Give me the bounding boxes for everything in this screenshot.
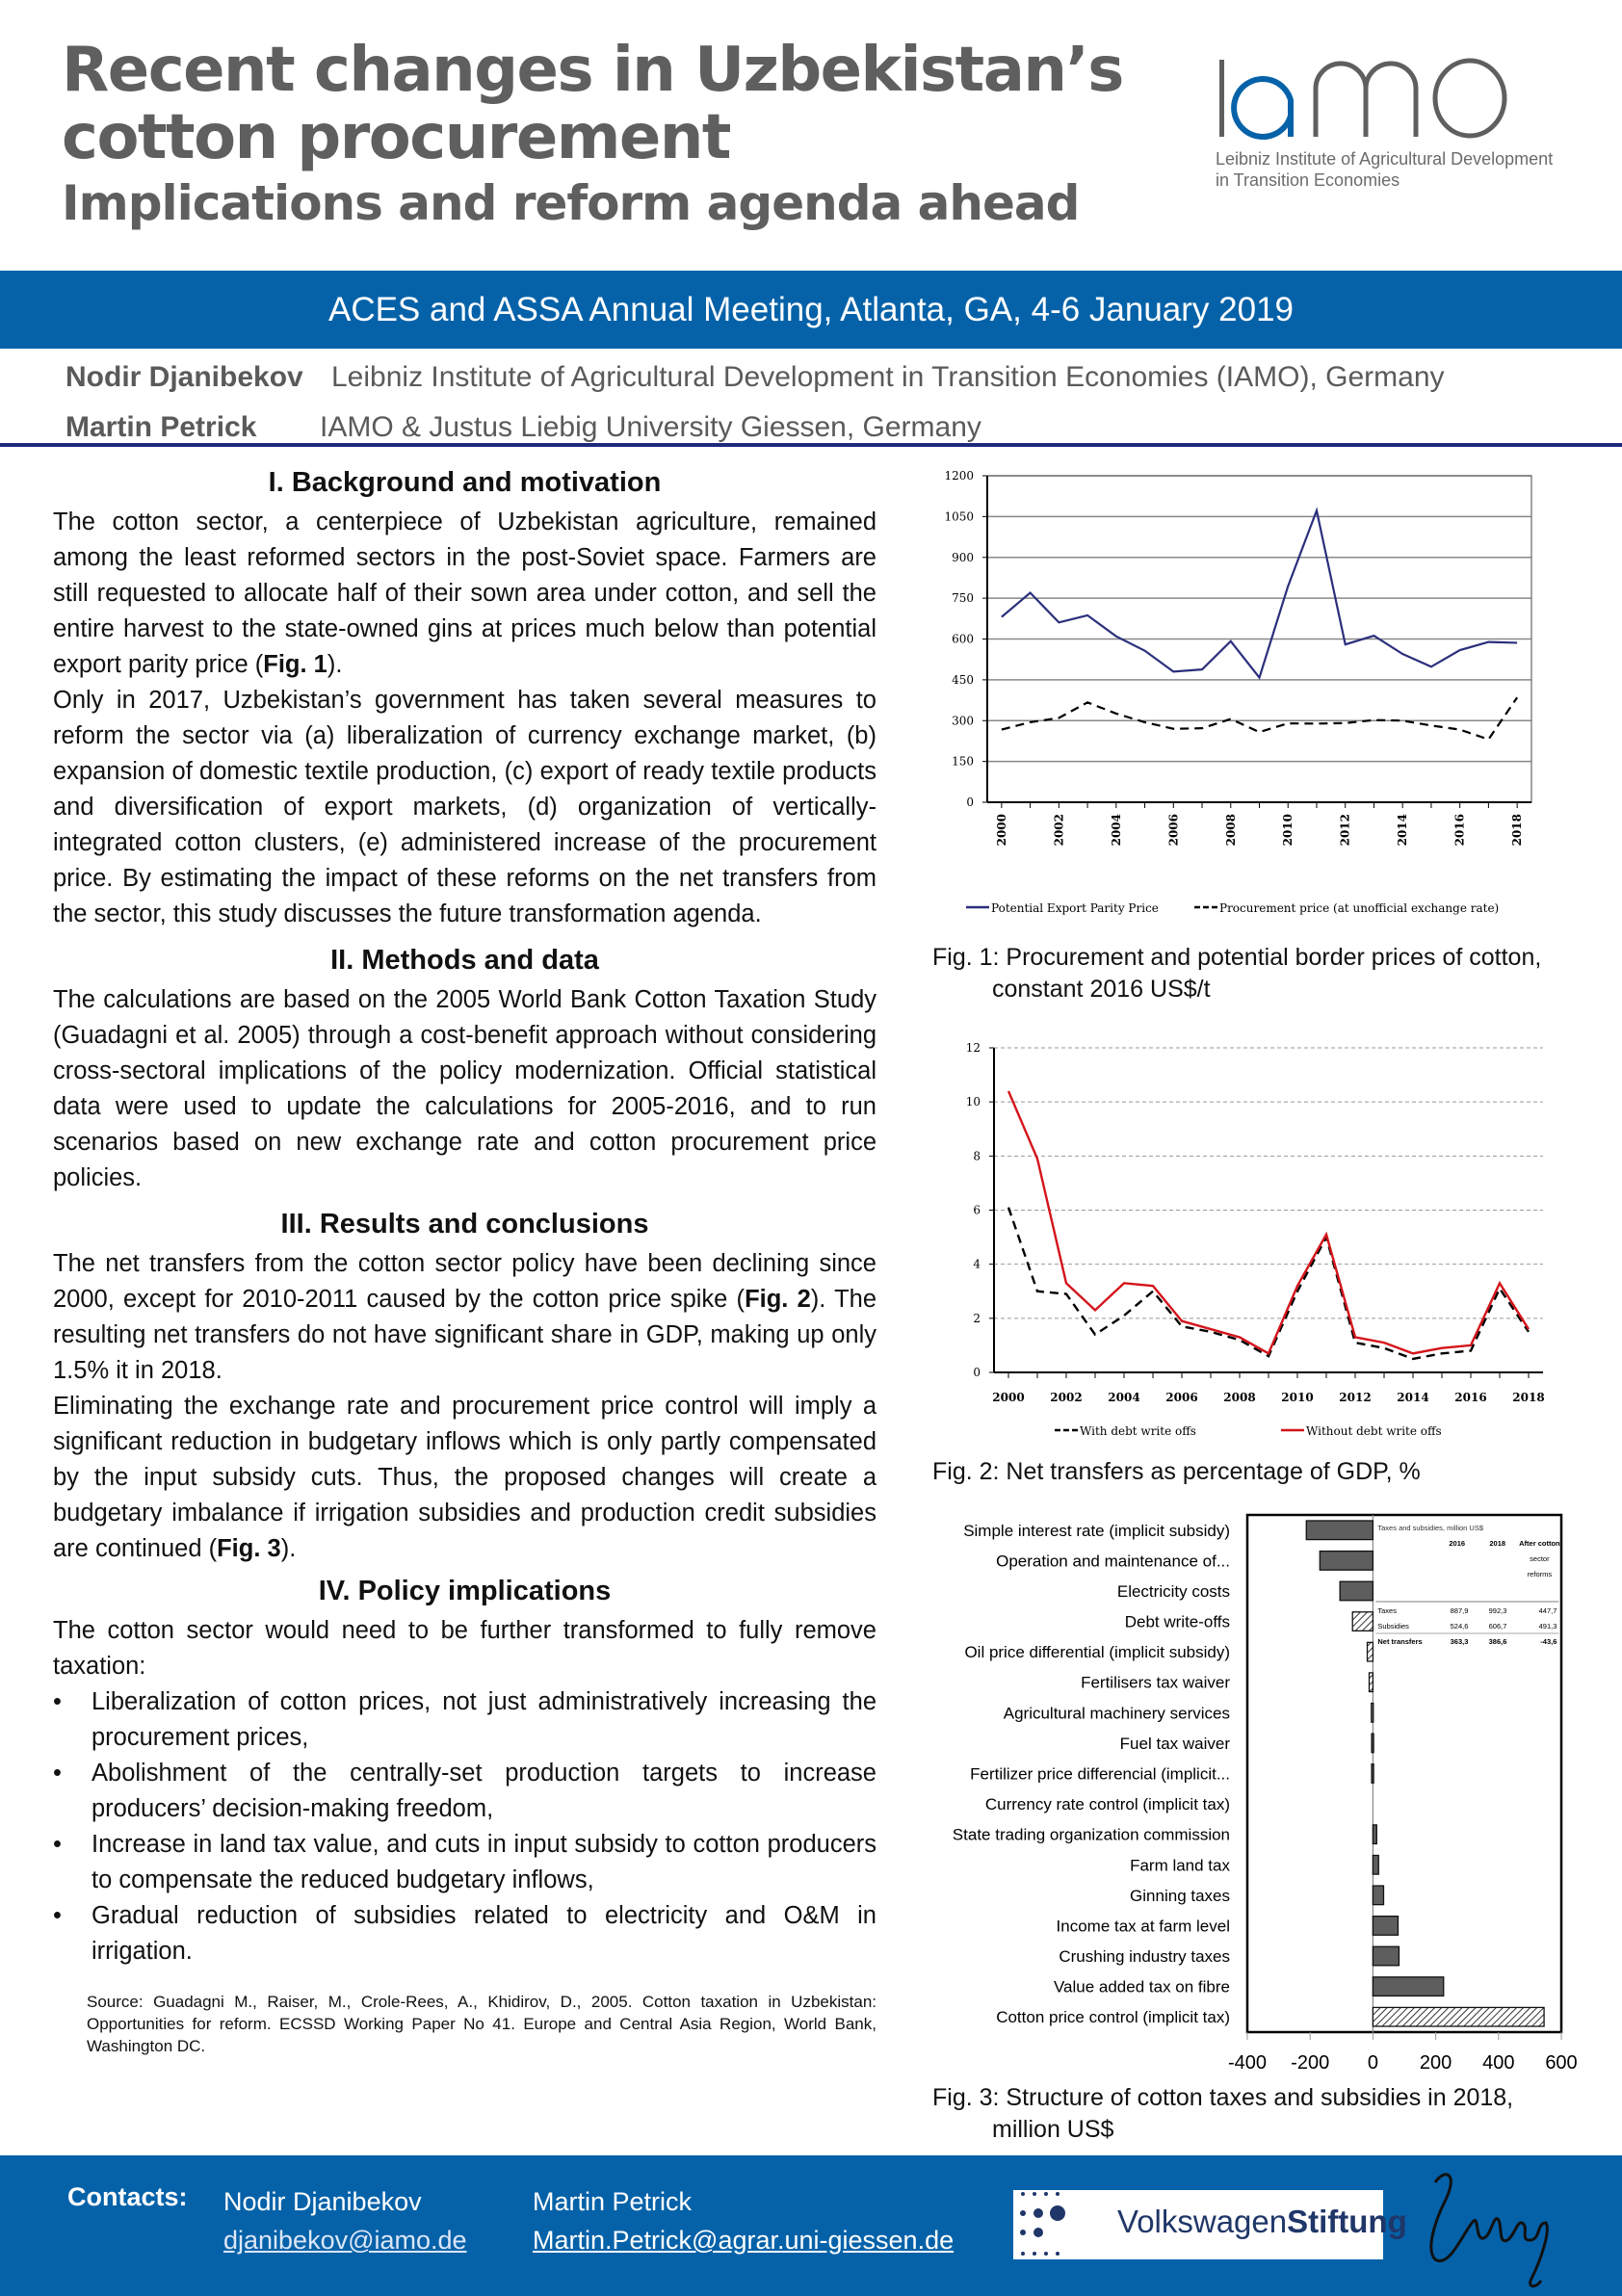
- svg-text:-400: -400: [1227, 2052, 1268, 2074]
- svg-text:2006: 2006: [1166, 814, 1181, 847]
- svg-text:Fertilizer price differencial: Fertilizer price differencial (implicit...: [970, 1764, 1230, 1784]
- figure-2-caption: [932, 1456, 1421, 1488]
- svg-text:2018: 2018: [1512, 1391, 1545, 1404]
- author-name: Martin Petrick: [65, 411, 257, 443]
- svg-text:Without debt write offs: Without debt write offs: [1306, 1424, 1442, 1438]
- email-link[interactable]: Martin.Petrick@agrar.uni-giessen.de: [533, 2226, 955, 2255]
- contact-name: Nodir Djanibekov: [223, 2187, 422, 2216]
- vw-dots-icon: [1015, 2190, 1112, 2259]
- svg-text:10: 10: [965, 1095, 981, 1109]
- svg-text:Potential Export Parity Price: Potential Export Parity Price: [991, 901, 1159, 915]
- figure-reference: Fig. 1: [263, 651, 327, 678]
- section-title-policy: IV. Policy implications: [318, 1576, 612, 1606]
- svg-text:606,7: 606,7: [1488, 1622, 1507, 1631]
- svg-text:sector: sector: [1530, 1554, 1550, 1563]
- svg-text:2014: 2014: [1397, 1391, 1429, 1404]
- vw-text: [1117, 2204, 1407, 2240]
- caption-line: Fig. 3: Structure of cotton taxes and subsidies in 2018,: [932, 2084, 1514, 2111]
- fig3-bar-chart: [920, 1507, 1584, 2085]
- svg-text:-43,6: -43,6: [1540, 1637, 1557, 1646]
- svg-text:750: 750: [952, 591, 974, 606]
- results-paragraph-1: [53, 1246, 876, 1389]
- policy-bullet: • Abolishment of the centrally-set production targets to increase producers’ decision-making freedom,: [53, 1756, 876, 1827]
- svg-text:200: 200: [1419, 2052, 1452, 2074]
- fig2-line-chart: [925, 1035, 1560, 1459]
- svg-text:Debt write-offs: Debt write-offs: [1124, 1612, 1230, 1631]
- iamo-logo: [1216, 56, 1601, 191]
- svg-text:Oil price differential (implic: Oil price differential (implicit subsidy): [964, 1643, 1230, 1662]
- iamo-logo-text: [1216, 148, 1601, 191]
- background-paragraph-1: [53, 505, 876, 683]
- svg-text:887,9: 887,9: [1450, 1606, 1469, 1615]
- svg-text:2018: 2018: [1489, 1539, 1506, 1548]
- svg-text:600: 600: [1545, 2052, 1578, 2074]
- svg-text:2018: 2018: [1510, 814, 1525, 847]
- section-title-methods: II. Methods and data: [330, 945, 599, 976]
- svg-text:2016: 2016: [1452, 814, 1467, 847]
- svg-text:After cotton: After cotton: [1519, 1539, 1560, 1548]
- svg-text:Net transfers: Net transfers: [1377, 1637, 1423, 1646]
- results-paragraph-2: [53, 1389, 876, 1567]
- svg-text:2016: 2016: [1454, 1391, 1487, 1404]
- text: The net transfers from the cotton sector policy have been declining since 2000, except for 2010-2011 caused by the cotton price spike (: [53, 1250, 876, 1313]
- figure-3-chart: [920, 1507, 1584, 2085]
- svg-text:2010: 2010: [1281, 1391, 1314, 1404]
- svg-text:900: 900: [952, 550, 974, 564]
- iamo-wordmark-icon: [1216, 56, 1601, 139]
- svg-text:Fertilisers tax waiver: Fertilisers tax waiver: [1081, 1673, 1230, 1692]
- text: ). The resulting net transfers do not have significant share in GDP, making up only 1.5% it in 2018.: [53, 1286, 877, 1384]
- svg-text:Taxes: Taxes: [1377, 1606, 1397, 1615]
- svg-text:2000: 2000: [992, 1391, 1025, 1404]
- vw-text-regular: Volkswagen: [1117, 2204, 1288, 2239]
- poster-subtitle: Implications and reform agenda ahead: [62, 175, 1080, 231]
- figure-reference: Fig. 3: [217, 1535, 281, 1562]
- fig1-line-chart: [920, 460, 1556, 923]
- svg-text:Taxes and subsidies, million U: Taxes and subsidies, million US$: [1377, 1524, 1484, 1532]
- email-link[interactable]: djanibekov@iamo.de: [223, 2226, 467, 2255]
- svg-text:2: 2: [973, 1311, 981, 1325]
- svg-text:Currency rate control (implici: Currency rate control (implicit tax): [984, 1795, 1230, 1814]
- svg-text:4: 4: [973, 1257, 981, 1271]
- svg-text:-200: -200: [1291, 2052, 1330, 2074]
- figure-reference: Fig. 2: [745, 1286, 811, 1313]
- policy-bullet: • Liberalization of cotton prices, not just administratively increasing the procurement prices,: [53, 1684, 876, 1756]
- figure-1-caption: [932, 942, 1541, 1005]
- svg-text:2010: 2010: [1281, 814, 1295, 847]
- poster-title-line2: cotton procurement: [62, 102, 730, 173]
- svg-text:2016: 2016: [1449, 1539, 1466, 1548]
- svg-text:524,6: 524,6: [1450, 1622, 1469, 1631]
- svg-text:2008: 2008: [1223, 1391, 1256, 1404]
- svg-text:386,6: 386,6: [1488, 1637, 1507, 1646]
- svg-text:1050: 1050: [944, 509, 974, 524]
- svg-text:Farm land tax: Farm land tax: [1130, 1856, 1230, 1875]
- footer: [0, 2155, 1622, 2296]
- svg-text:450: 450: [952, 672, 974, 687]
- conference-banner: ACES and ASSA Annual Meeting, Atlanta, GA, 4-6 January 2019: [0, 271, 1622, 349]
- text-column: [53, 460, 876, 2057]
- svg-text:2012: 2012: [1338, 814, 1352, 847]
- svg-text:2002: 2002: [1052, 814, 1066, 847]
- svg-text:150: 150: [952, 754, 974, 769]
- leibniz-signature-icon: [1406, 2163, 1560, 2296]
- author-affiliation: IAMO & Justus Liebig University Giessen, Germany: [320, 411, 981, 443]
- svg-text:Ginning taxes: Ginning taxes: [1130, 1886, 1230, 1905]
- svg-text:1200: 1200: [944, 469, 974, 483]
- svg-text:2004: 2004: [1109, 814, 1123, 847]
- svg-text:Fuel tax waiver: Fuel tax waiver: [1119, 1734, 1230, 1753]
- text: Eliminating the exchange rate and procurement price control will imply a significant reduction in budgetary inflows which is only partly compensated by the input subsidy cuts. Thus, the proposed changes will create a budgetary imbalance if irrigation subsidies and production credit subsidies are continued (: [53, 1393, 876, 1562]
- logo-text-line2: in Transition Economies: [1216, 170, 1400, 190]
- policy-bullet: • Gradual reduction of subsidies related to electricity and O&M in irrigation.: [53, 1898, 876, 1970]
- figure-3-caption: [932, 2082, 1513, 2146]
- section-title-results: III. Results and conclusions: [280, 1209, 649, 1239]
- author-row: [65, 352, 1607, 403]
- svg-text:2012: 2012: [1339, 1391, 1372, 1404]
- svg-text:8: 8: [973, 1149, 981, 1163]
- svg-text:600: 600: [952, 632, 974, 646]
- svg-text:Agricultural machinery service: Agricultural machinery services: [1003, 1704, 1230, 1723]
- svg-text:Cotton price control (implicit: Cotton price control (implicit tax): [996, 2008, 1230, 2027]
- author-affiliation: Leibniz Institute of Agricultural Development in Transition Economies (IAMO), Germany: [331, 361, 1445, 393]
- svg-text:State trading organization com: State trading organization commission: [952, 1825, 1230, 1844]
- policy-intro: The cotton sector would need to be further transformed to fully remove taxation:: [53, 1617, 876, 1680]
- author-name: Nodir Djanibekov: [65, 361, 303, 393]
- section-title-background: I. Background and motivation: [268, 467, 662, 498]
- figure-2-chart: [925, 1035, 1560, 1459]
- text: The cotton sector, a centerpiece of Uzbekistan agriculture, remained among the least reformed sectors in the post-Soviet space. Farmers are still requested to allocate half of their sown area under cotton, and sell the entire harvest to the state-owned gins at prices much below than potential export parity price (: [53, 509, 876, 678]
- volkswagenstiftung-logo: [1013, 2190, 1407, 2259]
- svg-text:491,3: 491,3: [1538, 1622, 1557, 1631]
- svg-text:992,3: 992,3: [1488, 1606, 1507, 1615]
- svg-text:Procurement price (at unoffici: Procurement price (at unofficial exchange rate): [1219, 901, 1500, 915]
- contact-djanibekov: [223, 2182, 467, 2259]
- contact-name: Martin Petrick: [533, 2187, 693, 2216]
- caption-line: constant 2016 US$/t: [992, 976, 1211, 1003]
- svg-text:Subsidies: Subsidies: [1377, 1622, 1409, 1631]
- svg-text:2006: 2006: [1165, 1391, 1198, 1404]
- policy-bullet: • Increase in land tax value, and cuts in input subsidy to cotton producers to compensate the reduced budgetary inflows,: [53, 1827, 876, 1898]
- svg-text:Operation and maintenance of..: Operation and maintenance of...: [996, 1552, 1230, 1571]
- caption-line: Fig. 2: Net transfers as percentage of GDP, %: [932, 1458, 1421, 1485]
- svg-text:Value added tax on fibre: Value added tax on fibre: [1053, 1977, 1230, 1996]
- caption-line: Fig. 1: Procurement and potential border prices of cotton,: [932, 944, 1542, 971]
- svg-text:0: 0: [966, 796, 974, 809]
- contacts-label: Contacts:: [67, 2182, 188, 2211]
- svg-text:Simple interest rate (implicit: Simple interest rate (implicit subsidy): [963, 1521, 1230, 1540]
- vw-text-bold: Stiftung: [1287, 2204, 1407, 2239]
- methods-paragraph: The calculations are based on the 2005 World Bank Cotton Taxation Study (Guadagni et al. 2005) through a cost-benefit approach without considering cross-sectoral implications of the policy modernization. Official statistical data were used to update the calculations for 2005-2016, and to run scenarios based on new exchange rate and cotton procurement price policies.: [53, 986, 876, 1191]
- svg-text:447,7: 447,7: [1538, 1606, 1557, 1615]
- svg-text:2004: 2004: [1108, 1391, 1140, 1404]
- poster-title-line1: Recent changes in Uzbekistan’s: [62, 35, 1123, 106]
- text: ).: [327, 651, 343, 678]
- caption-line: million US$: [992, 2116, 1114, 2143]
- svg-text:2002: 2002: [1050, 1391, 1083, 1404]
- header-divider: [0, 443, 1622, 447]
- authors-block: [65, 352, 1607, 453]
- svg-text:Crushing industry taxes: Crushing industry taxes: [1059, 1947, 1230, 1967]
- background-paragraph-2: Only in 2017, Uzbekistan’s government has taken several measures to reform the sector via (a) liberalization of currency exchange market, (b) expansion of domestic textile production, (c) export of ready textile products and diversification of export markets, (d) organization of vertically-integrated cotton clusters, (e) administered increase of the procurement price. By estimating the impact of these reforms on the net transfers from the sector, this study discusses the future transformation agenda.: [53, 687, 876, 927]
- svg-text:0: 0: [973, 1366, 981, 1379]
- text: ).: [280, 1535, 297, 1562]
- logo-text-line1: Leibniz Institute of Agricultural Development: [1216, 149, 1554, 169]
- svg-text:Income tax at farm level: Income tax at farm level: [1056, 1917, 1230, 1936]
- svg-text:2008: 2008: [1223, 814, 1238, 847]
- poster-title-block: [62, 37, 1169, 233]
- svg-text:363,3: 363,3: [1450, 1637, 1469, 1646]
- svg-text:0: 0: [1367, 2052, 1378, 2074]
- svg-text:400: 400: [1482, 2052, 1515, 2074]
- figure-1-chart: [920, 460, 1556, 923]
- svg-text:2014: 2014: [1396, 814, 1410, 847]
- svg-text:Electricity costs: Electricity costs: [1116, 1581, 1230, 1601]
- svg-text:With debt write offs: With debt write offs: [1080, 1424, 1196, 1438]
- policy-bullet-list: [53, 1684, 876, 1970]
- svg-text:6: 6: [973, 1203, 981, 1217]
- contact-petrick: [533, 2182, 954, 2259]
- source-citation: Source: Guadagni M., Raiser, M., Crole-Rees, A., Khidirov, D., 2005. Cotton taxation in Uzbekistan: Opportunities for reform. ECSSD Working Paper No 41. Europe and Central Asia Region, World Bank, Washington DC.: [87, 1993, 876, 2055]
- svg-text:12: 12: [965, 1041, 981, 1055]
- svg-text:2000: 2000: [994, 814, 1008, 847]
- svg-text:reforms: reforms: [1527, 1570, 1553, 1578]
- svg-text:300: 300: [952, 714, 974, 728]
